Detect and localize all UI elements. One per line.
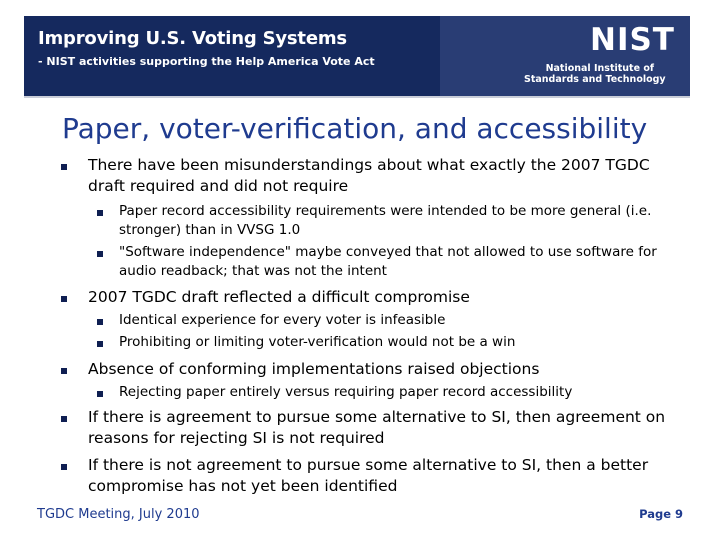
bullet-2-text: 2007 TGDC draft reflected a difficult compromise <box>88 288 470 306</box>
banner-divider <box>24 96 690 98</box>
bullet-1-text: There have been misunderstandings about what exactly the 2007 TGDC draft required and did not require <box>88 156 650 195</box>
page-number: Page 9 <box>639 507 683 521</box>
banner-subtitle: - NIST activities supporting the Help America Vote Act <box>38 55 375 68</box>
square-bullet-icon <box>61 416 67 422</box>
bullet-2-sub-2: Prohibiting or limiting voter-verification would not be a win <box>119 334 516 350</box>
square-bullet-icon <box>61 464 67 470</box>
nist-logo: NIST <box>590 22 675 58</box>
square-bullet-icon <box>97 341 103 347</box>
square-bullet-icon <box>61 164 67 170</box>
footer-meeting: TGDC Meeting, July 2010 <box>37 507 200 522</box>
bullet-3-sub-1: Rejecting paper entirely versus requiring paper record accessibility <box>119 384 573 400</box>
square-bullet-icon <box>61 296 67 302</box>
nist-logo-line-2: Standards and Technology <box>524 74 666 85</box>
square-bullet-icon <box>97 251 103 257</box>
bullet-1-sub-2: "Software independence" maybe conveyed that not allowed to use software for audio readback; that was not the intent <box>119 244 657 279</box>
bullet-4-text: If there is agreement to pursue some alternative to SI, then agreement on reasons for rejecting SI is not required <box>88 408 666 447</box>
slide-title: Paper, voter-verification, and accessibility <box>62 112 648 145</box>
bullet-3-text: Absence of conforming implementations raised objections <box>88 360 540 378</box>
header-banner <box>24 16 690 96</box>
nist-logo-line-1: National Institute of <box>545 63 654 74</box>
square-bullet-icon <box>97 210 103 216</box>
square-bullet-icon <box>97 391 103 397</box>
square-bullet-icon <box>97 319 103 325</box>
bullet-5-text: If there is not agreement to pursue some alternative to SI, then a better compromise has not yet been identified <box>88 456 649 495</box>
banner-title: Improving U.S. Voting Systems <box>38 28 347 49</box>
bullet-1-sub-1: Paper record accessibility requirements were intended to be more general (i.e. stronger) than in VVSG 1.0 <box>119 203 652 238</box>
square-bullet-icon <box>61 368 67 374</box>
bullet-2-sub-1: Identical experience for every voter is infeasible <box>119 312 446 328</box>
